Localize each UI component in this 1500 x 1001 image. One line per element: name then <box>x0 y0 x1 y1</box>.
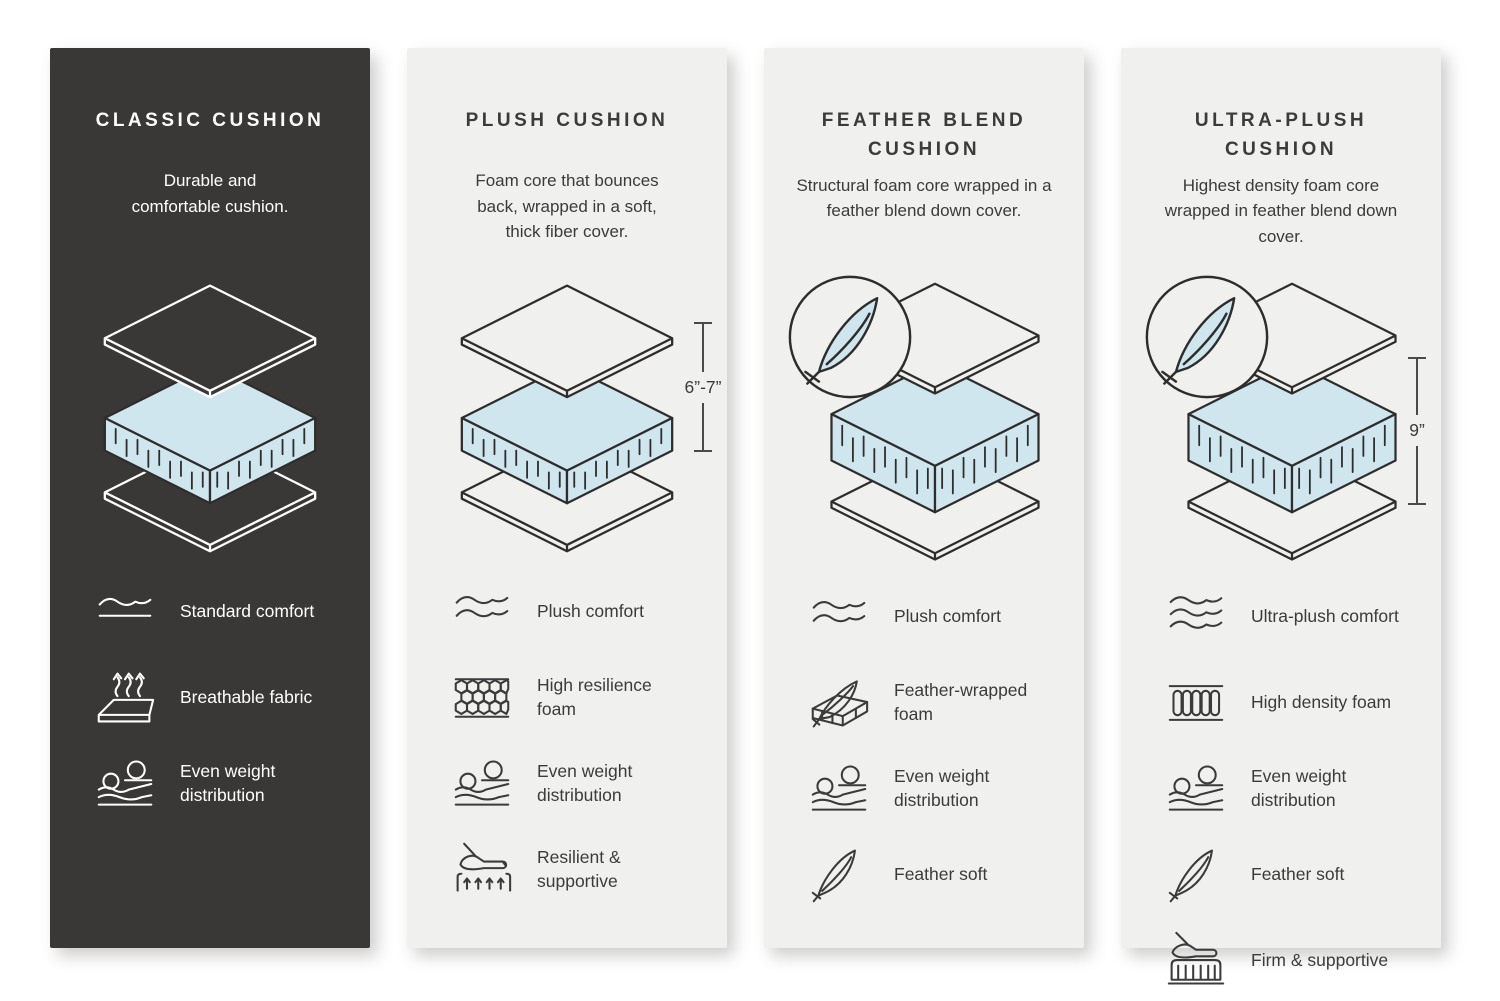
card-description: Highest density foam core wrapped in feather blend down cover. <box>1164 175 1398 246</box>
feather-icon <box>808 845 870 905</box>
feature-label: Even weight distribution <box>537 761 633 805</box>
resilient-support-icon <box>451 840 513 900</box>
card-description: Foam core that bounces back, wrapped in a soft, thick fiber cover. <box>475 171 659 241</box>
weight-distribution-icon <box>451 754 513 814</box>
weight-distribution-icon <box>94 754 156 814</box>
card-description: Durable and comfortable cushion. <box>131 171 289 216</box>
feature-label: High resilience foam <box>537 675 652 719</box>
exploded-layers-illustration <box>92 282 328 554</box>
feature-item <box>808 759 1054 819</box>
feature-item <box>94 582 340 642</box>
feature-label: Feather soft <box>894 864 988 885</box>
cushion-diagram <box>764 283 1084 563</box>
feature-item <box>808 845 1054 905</box>
height-measurement <box>679 322 727 452</box>
feature-list <box>50 582 370 814</box>
feature-item <box>451 840 697 900</box>
wave-triple-icon <box>1165 587 1227 647</box>
feature-label: Even weight distribution <box>894 766 990 810</box>
cushion-card-ultra-plush <box>1121 48 1441 971</box>
measure-line <box>1416 446 1418 503</box>
breathable-fabric-icon <box>94 668 156 728</box>
measure-line <box>702 324 704 372</box>
feather-wrapped-foam-icon <box>808 673 870 733</box>
exploded-layers-illustration <box>449 282 685 554</box>
feather-badge-icon <box>786 273 914 401</box>
feature-list <box>1121 587 1441 991</box>
feather-icon <box>1165 845 1227 905</box>
feature-item <box>1165 673 1411 733</box>
feature-item <box>451 582 697 642</box>
feature-label: Feather soft <box>1251 864 1345 885</box>
feature-item <box>1165 759 1411 819</box>
weight-distribution-icon <box>1165 759 1227 819</box>
feature-label: Standard comfort <box>180 601 315 622</box>
honeycomb-foam-icon <box>451 668 513 728</box>
feature-list <box>407 582 727 900</box>
wave-double-icon <box>808 587 870 647</box>
feature-label: Firm & supportive <box>1251 950 1389 971</box>
feature-label: Breathable fabric <box>180 687 313 708</box>
weight-distribution-icon <box>808 759 870 819</box>
feature-item <box>1165 845 1411 905</box>
feature-item <box>808 673 1054 733</box>
feature-item <box>451 668 697 728</box>
wave-double-icon <box>451 582 513 642</box>
feature-label: Even weight distribution <box>180 761 276 805</box>
measurement-value: 9” <box>1409 420 1425 441</box>
feature-item <box>808 587 1054 647</box>
feature-label: Even weight distribution <box>1251 766 1347 810</box>
measure-line <box>702 403 704 451</box>
card-row <box>50 48 1441 971</box>
cushion-diagram <box>50 278 370 558</box>
card-title: FEATHER BLEND CUSHION <box>821 110 1027 161</box>
feature-label: Plush comfort <box>537 601 644 622</box>
cushion-card-plush <box>407 48 727 948</box>
feature-item <box>1165 931 1411 991</box>
feature-item <box>451 754 697 814</box>
feature-label: Ultra-plush comfort <box>1251 606 1399 627</box>
measure-line <box>1416 359 1418 416</box>
feature-item <box>1165 587 1411 647</box>
card-title: PLUSH CUSHION <box>465 110 669 131</box>
wave-single-icon <box>94 582 156 642</box>
feature-item <box>94 668 340 728</box>
card-title: ULTRA-PLUSH CUSHION <box>1194 110 1368 161</box>
height-measurement <box>1393 357 1441 505</box>
measure-cap-bottom <box>694 450 712 452</box>
feature-list <box>764 587 1084 905</box>
cushion-diagram <box>1121 283 1441 563</box>
card-title: CLASSIC CUSHION <box>95 110 325 131</box>
measure-cap-bottom <box>1408 503 1426 505</box>
card-description: Structural foam core wrapped in a feather blend down cover. <box>796 175 1052 221</box>
cushion-card-classic <box>50 48 370 948</box>
feature-label: Feather-wrapped foam <box>894 680 1028 724</box>
feature-label: Resilient & supportive <box>537 847 621 891</box>
firm-support-icon <box>1165 931 1227 991</box>
cushion-diagram <box>407 278 727 558</box>
capsule-foam-icon <box>1165 673 1227 733</box>
feature-label: High density foam <box>1251 692 1392 713</box>
feature-item <box>94 754 340 814</box>
feature-label: Plush comfort <box>894 606 1001 627</box>
cushion-card-feather-blend <box>764 48 1084 948</box>
feather-badge-icon <box>1143 273 1271 401</box>
measurement-value: 6”-7” <box>684 376 722 397</box>
